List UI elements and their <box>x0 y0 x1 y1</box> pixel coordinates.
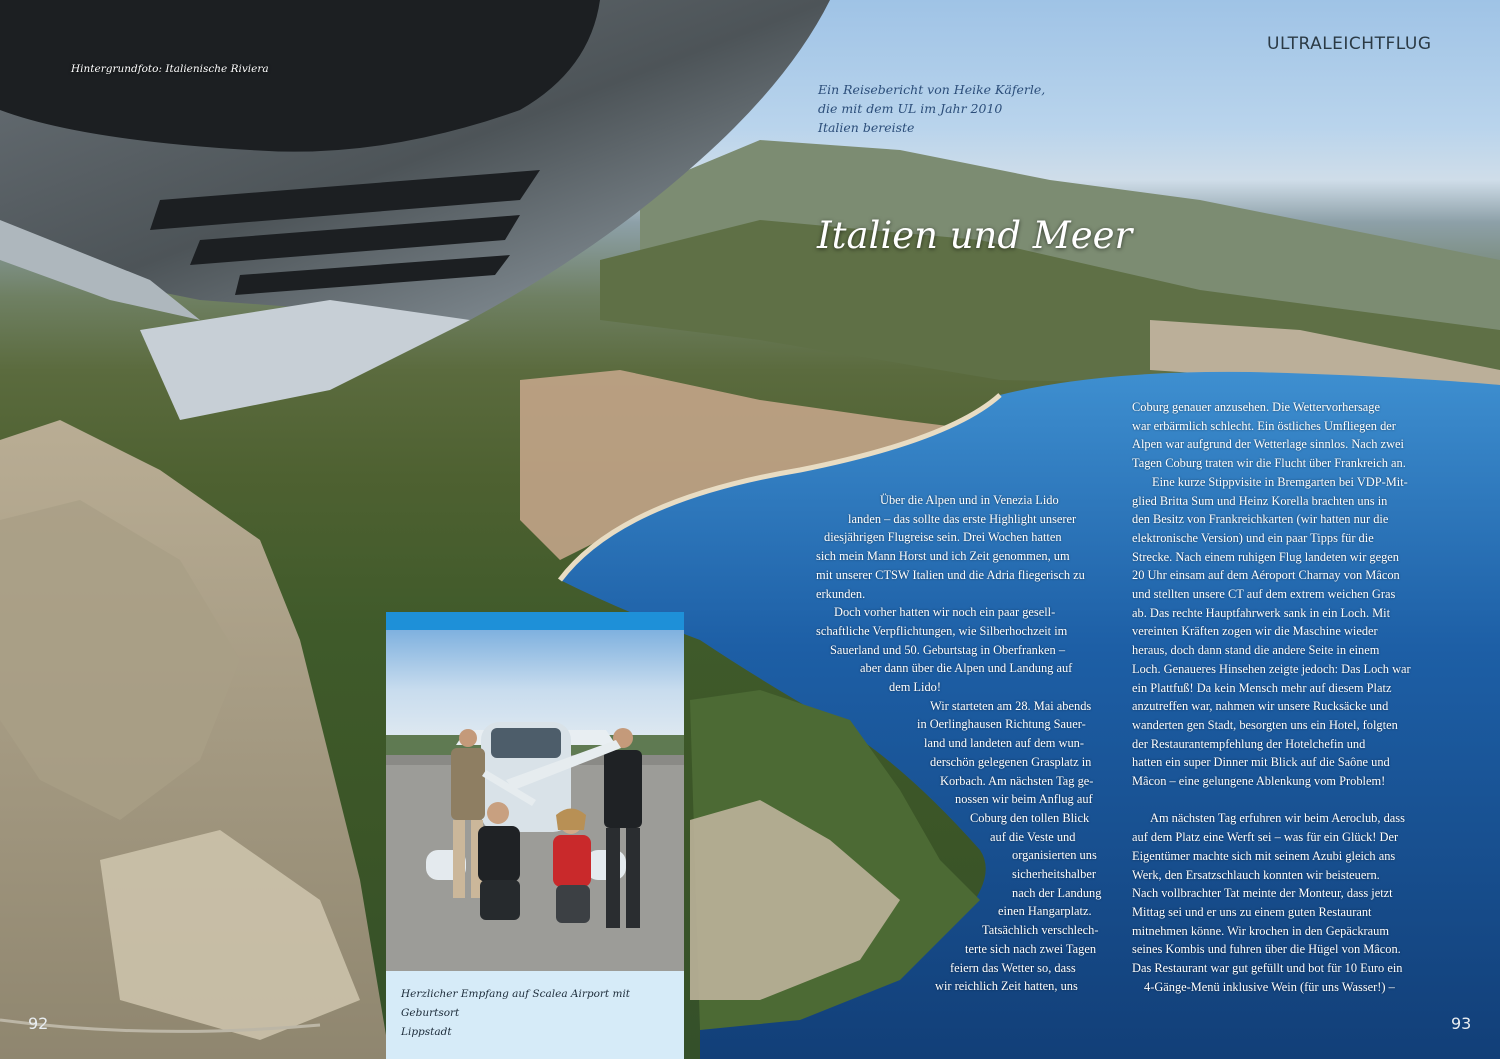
body-line: ab. Das rechte Hauptfahrwerk sank in ein Loch. Mit <box>1132 605 1391 620</box>
text-column-right <box>1132 398 1437 996</box>
article-headline: Italien und Meer <box>817 214 1133 257</box>
body-line: Tagen Coburg traten wir die Flucht über Frankreich an. <box>1132 456 1406 471</box>
body-line: Doch vorher hatten wir noch ein paar gesell- <box>834 605 1056 620</box>
body-line: Sauerland und 50. Geburtstag in Oberfranken – <box>830 642 1066 657</box>
blank-line <box>1132 791 1437 810</box>
body-line: Am nächsten Tag erfuhren wir beim Aeroclub, dass <box>1150 811 1405 826</box>
body-line: seines Kombis und fuhren über die Hügel von Mâcon. <box>1132 942 1401 957</box>
inset-top-bar <box>386 612 684 630</box>
body-line: schaftliche Verpflichtungen, wie Silberhochzeit im <box>816 623 1068 638</box>
body-line: glied Britta Sum und Heinz Korella brachten uns in <box>1132 493 1388 508</box>
body-line: den Besitz von Frankreichkarten (wir hatten nur die <box>1132 512 1389 527</box>
body-line: Alpen war aufgrund der Wetterlage sinnlos. Nach zwei <box>1132 437 1404 452</box>
body-line: Das Restaurant war gut gefüllt und bot für 10 Euro ein <box>1132 961 1403 976</box>
body-line: Eine kurze Stippvisite in Bremgarten bei VDP-Mit- <box>1152 474 1408 489</box>
body-line: elektronische Version) und ein paar Tipps für die <box>1132 530 1374 545</box>
body-line: Mâcon – eine gelungene Ablenkung vom Problem! <box>1132 774 1386 789</box>
inset-photo-box <box>386 612 684 1059</box>
body-line: nossen wir beim Anflug auf <box>955 792 1093 807</box>
body-line: feiern das Wetter so, dass <box>950 960 1076 975</box>
body-line: in Oerlinghausen Richtung Sauer- <box>917 717 1086 732</box>
body-line: und stellten unsere CT auf dem extrem weichen Gras <box>1132 587 1396 602</box>
body-line: dem Lido! <box>889 680 941 695</box>
body-line: sicherheitshalber <box>1012 867 1096 882</box>
article-intro <box>818 80 1078 137</box>
body-line: landen – das sollte das erste Highlight unserer <box>848 511 1077 526</box>
body-line: 20 Uhr einsam auf dem Aéroport Charnay von Mâcon <box>1132 568 1400 583</box>
body-line: Mittag sei und er uns zu einem guten Restaurant <box>1132 904 1372 919</box>
body-line: vereinten Kräften zogen wir die Maschine wieder <box>1132 624 1378 639</box>
body-line: land und landeten auf dem wun- <box>924 736 1084 751</box>
body-line: mit unserer CTSW Italien und die Adria fliegerisch zu <box>816 567 1085 582</box>
body-line: einen Hangarplatz. <box>998 904 1092 919</box>
body-line: terte sich nach zwei Tagen <box>965 941 1097 956</box>
body-line: 4-Gänge-Menü inklusive Wein (für uns Wasser!) – <box>1144 979 1395 994</box>
body-line: Loch. Genaueres Hinsehen zeigte jedoch: Das Loch war <box>1132 661 1411 676</box>
body-line: sich mein Mann Horst und ich Zeit genommen, um <box>816 549 1070 564</box>
body-line: diesjährigen Flugreise sein. Drei Wochen hatten <box>824 530 1062 545</box>
body-line: Coburg genauer anzusehen. Die Wettervorhersage <box>1132 400 1380 414</box>
body-line: ein Plattfuß! Da kein Mensch mehr auf diesem Platz <box>1132 680 1392 695</box>
body-line: aber dann über die Alpen und Landung auf <box>860 661 1073 676</box>
page-number-right: 93 <box>1451 1014 1472 1033</box>
body-line: heraus, doch dann stand die andere Seite in einem <box>1132 643 1380 658</box>
body-line: Nach vollbrachter Tat meinte der Monteur, dass jetzt <box>1132 886 1393 901</box>
caption-line: Lippstadt <box>401 1026 452 1038</box>
body-line: Eigentümer machte sich mit seinem Azubi gleich ans <box>1132 848 1396 863</box>
body-line: wir reichlich Zeit hatten, uns <box>935 979 1078 994</box>
body-line: auf dem Platz eine Werft sei – was für ein Glück! Der <box>1132 830 1399 845</box>
intro-line: die mit dem UL im Jahr 2010 <box>818 101 1003 116</box>
body-line: derschön gelegenen Grasplatz in <box>930 754 1092 769</box>
body-line: organisierten uns <box>1012 848 1097 863</box>
text-column-middle <box>800 491 1120 996</box>
body-line: mitnehmen könne. Wir krochen in den Gepäckraum <box>1132 923 1389 938</box>
body-line: Werk, den Ersatzschlauch konnten wir beisteuern. <box>1132 867 1380 882</box>
body-line: anzutreffen war, nahmen wir unsere Rucksäcke und <box>1132 699 1389 714</box>
body-line: nach der Landung <box>1012 885 1102 900</box>
intro-line: Italien bereiste <box>818 120 915 135</box>
intro-line: Ein Reisebericht von Heike Käferle, <box>818 82 1046 97</box>
body-line: Wir starteten am 28. Mai abends <box>930 698 1092 713</box>
caption-line: Herzlicher Empfang auf Scalea Airport mit Geburtsort <box>401 988 631 1019</box>
body-line: Über die Alpen und in Venezia Lido <box>880 493 1059 507</box>
body-line: hatten ein super Dinner mit Blick auf die Saône und <box>1132 755 1390 770</box>
body-line: erkunden. <box>816 586 866 601</box>
body-line: auf die Veste und <box>990 829 1076 844</box>
section-title: ULTRALEICHTFLUG <box>1267 34 1432 54</box>
body-line: Korbach. Am nächsten Tag ge- <box>940 773 1094 788</box>
body-line: war erbärmlich schlecht. Ein östliches Umfliegen der <box>1132 418 1396 433</box>
inset-photo-airport-group <box>386 630 684 971</box>
body-line: der Restaurantempfehlung der Hotelchefin und <box>1132 736 1366 751</box>
body-line: Coburg den tollen Blick <box>970 810 1090 825</box>
body-line: Tatsächlich verschlech- <box>982 923 1099 938</box>
page-number-left: 92 <box>28 1014 49 1033</box>
inset-photo-caption <box>386 971 684 1042</box>
background-photo-caption: Hintergrundfoto: Italienische Riviera <box>71 63 269 75</box>
body-line: wanderten gen Stadt, besorgten uns ein Hotel, folgten <box>1132 717 1398 732</box>
body-line: Strecke. Nach einem ruhigen Flug landeten wir gegen <box>1132 549 1399 564</box>
